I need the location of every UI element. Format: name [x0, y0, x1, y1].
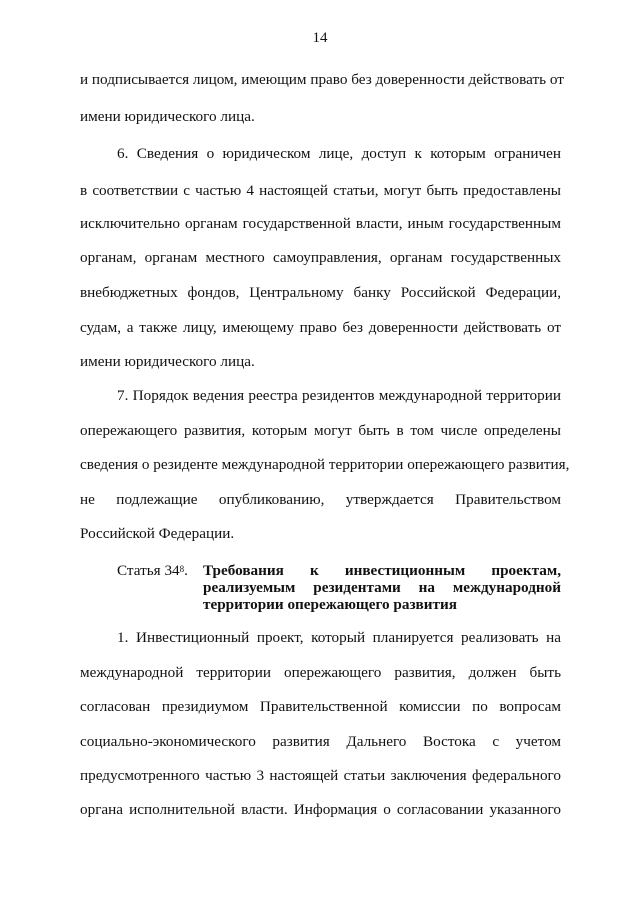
article-number [117, 562, 188, 580]
paragraph-line: имени юридического лица. [80, 108, 255, 125]
paragraph-7-line: 7. Порядок ведения реестра резидентов международной территории [117, 387, 561, 404]
article-label: Статья 34 [117, 562, 180, 579]
paragraph-1-line: согласован президиумом Правительственной комиссии по вопросам [80, 698, 561, 715]
paragraph-1-line: органа исполнительной власти. Информация о согласовании указанного [80, 801, 561, 818]
paragraph-7-line: сведения о резиденте международной территории опережающего развития, [80, 456, 570, 473]
paragraph-6-line: 6. Сведения о юридическом лице, доступ к которым ограничен [117, 145, 561, 162]
article-title-line: реализуемым резидентами на международной [203, 579, 561, 596]
paragraph-6-line: в соответствии с частью 4 настоящей статьи, могут быть предоставлены [80, 182, 561, 199]
paragraph-line: и подписывается лицом, имеющим право без доверенности действовать от [80, 71, 564, 88]
paragraph-6-line: внебюджетных фондов, Центральному банку Российской Федерации, [80, 284, 561, 301]
article-dot: . [184, 562, 188, 579]
article-title-line: территории опережающего развития [203, 596, 457, 613]
paragraph-6-line: органам, органам местного самоуправления, органам государственных [80, 249, 561, 266]
paragraph-6-line: исключительно органам государственной власти, иным государственным [80, 215, 561, 232]
paragraph-6-line: судам, а также лицу, имеющему право без доверенности действовать от [80, 319, 561, 336]
article-title-line: Требования к инвестиционным проектам, [203, 562, 561, 579]
paragraph-1-line: социально-экономического развития Дальнего Востока с учетом [80, 733, 561, 750]
paragraph-1-line: международной территории опережающего развития, должен быть [80, 664, 561, 681]
paragraph-1-line: предусмотренного частью 3 настоящей статьи заключения федерального [80, 767, 561, 784]
paragraph-6-line: имени юридического лица. [80, 353, 255, 370]
paragraph-1-line: 1. Инвестиционный проект, который планируется реализовать на [117, 629, 561, 646]
page-number: 14 [312, 30, 328, 46]
article-superscript: 8 [179, 564, 185, 574]
paragraph-7-line: опережающего развития, которым могут быть в том числе определены [80, 422, 561, 439]
paragraph-7-line: не подлежащие опубликованию, утверждается Правительством [80, 491, 561, 508]
paragraph-7-line: Российской Федерации. [80, 525, 235, 542]
